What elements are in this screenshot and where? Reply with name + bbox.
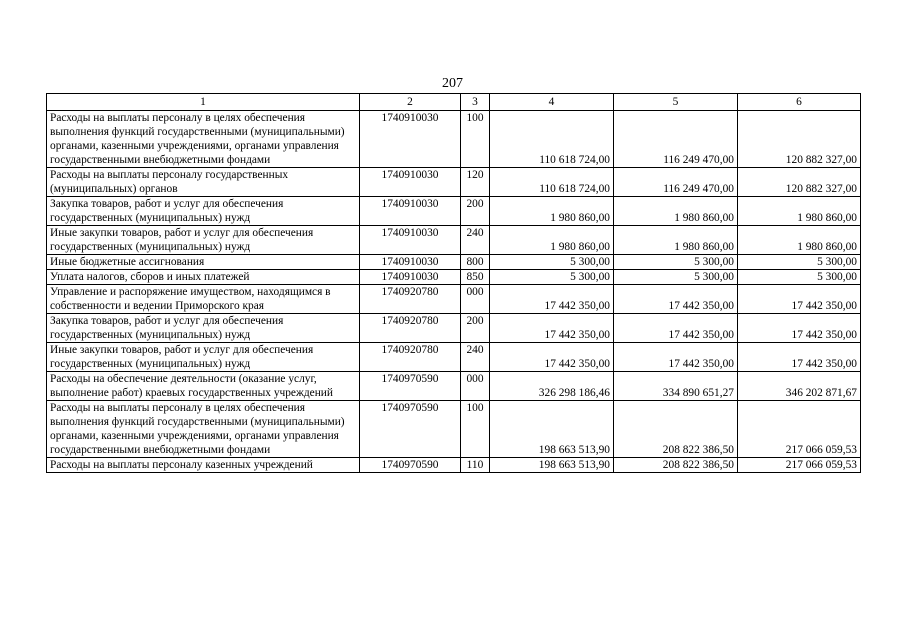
row-year2: 5 300,00 [614,255,738,270]
row-name: Расходы на обеспечение деятельности (оказание услуг, выполнение работ) краевых государственных учреждений [47,372,360,401]
header-row [47,94,861,111]
row-year1: 110 618 724,00 [490,111,614,168]
row-year1: 17 442 350,00 [490,285,614,314]
row-name: Иные бюджетные ассигнования [47,255,360,270]
row-csr: 1740910030 [360,226,461,255]
header-col-3: 3 [461,94,490,111]
row-vr: 000 [461,285,490,314]
table-row [47,197,861,226]
row-year2: 116 249 470,00 [614,168,738,197]
row-name: Иные закупки товаров, работ и услуг для обеспечения государственных (муниципальных) нужд [47,343,360,372]
row-year3: 5 300,00 [738,270,861,285]
row-vr: 850 [461,270,490,285]
row-name: Уплата налогов, сборов и иных платежей [47,270,360,285]
row-vr: 240 [461,226,490,255]
row-year3: 217 066 059,53 [738,458,861,473]
row-name: Закупка товаров, работ и услуг для обеспечения государственных (муниципальных) нужд [47,314,360,343]
header-col-5: 5 [614,94,738,111]
table-row [47,314,861,343]
row-name: Расходы на выплаты персоналу государственных (муниципальных) органов [47,168,360,197]
row-csr: 1740910030 [360,168,461,197]
row-year1: 5 300,00 [490,255,614,270]
table-row [47,285,861,314]
table-row [47,458,861,473]
row-vr: 240 [461,343,490,372]
row-year3: 17 442 350,00 [738,314,861,343]
row-year1: 198 663 513,90 [490,401,614,458]
row-vr: 800 [461,255,490,270]
header-col-2: 2 [360,94,461,111]
row-year1: 17 442 350,00 [490,343,614,372]
row-vr: 120 [461,168,490,197]
table-row [47,226,861,255]
table-row [47,111,861,168]
row-year2: 1 980 860,00 [614,226,738,255]
row-year3: 17 442 350,00 [738,343,861,372]
row-vr: 200 [461,197,490,226]
row-csr: 1740910030 [360,255,461,270]
row-year1: 110 618 724,00 [490,168,614,197]
row-csr: 1740970590 [360,401,461,458]
row-csr: 1740970590 [360,458,461,473]
table-row [47,168,861,197]
row-vr: 100 [461,401,490,458]
row-year1: 198 663 513,90 [490,458,614,473]
row-vr: 200 [461,314,490,343]
row-year3: 17 442 350,00 [738,285,861,314]
row-year1: 326 298 186,46 [490,372,614,401]
table-row [47,255,861,270]
table-row [47,401,861,458]
row-year3: 217 066 059,53 [738,401,861,458]
table-row [47,372,861,401]
row-year3: 1 980 860,00 [738,197,861,226]
row-year1: 17 442 350,00 [490,314,614,343]
row-name: Управление и распоряжение имуществом, находящимся в собственности и ведении Приморского края [47,285,360,314]
header-col-1: 1 [47,94,360,111]
row-year1: 1 980 860,00 [490,226,614,255]
row-name: Закупка товаров, работ и услуг для обеспечения государственных (муниципальных) нужд [47,197,360,226]
row-year2: 1 980 860,00 [614,197,738,226]
page-number: 207 [442,76,463,91]
row-csr: 1740920780 [360,314,461,343]
row-year2: 116 249 470,00 [614,111,738,168]
row-vr: 100 [461,111,490,168]
row-csr: 1740920780 [360,343,461,372]
row-year2: 334 890 651,27 [614,372,738,401]
row-name: Расходы на выплаты персоналу в целях обеспечения выполнения функций государственными (муниципальными) органами, казенными учреждениями, органами управления государственными внебюджетными фондами [47,111,360,168]
table-row [47,270,861,285]
table-row [47,343,861,372]
row-year1: 5 300,00 [490,270,614,285]
row-year2: 208 822 386,50 [614,401,738,458]
row-year2: 17 442 350,00 [614,285,738,314]
row-year3: 1 980 860,00 [738,226,861,255]
row-csr: 1740910030 [360,111,461,168]
row-csr: 1740910030 [360,270,461,285]
row-year2: 17 442 350,00 [614,314,738,343]
row-year3: 120 882 327,00 [738,111,861,168]
row-name: Иные закупки товаров, работ и услуг для обеспечения государственных (муниципальных) нужд [47,226,360,255]
row-csr: 1740910030 [360,197,461,226]
header-col-4: 4 [490,94,614,111]
row-name: Расходы на выплаты персоналу в целях обеспечения выполнения функций государственными (муниципальными) органами, казенными учреждениями, органами управления государственными внебюджетными фондами [47,401,360,458]
budget-table [46,93,861,473]
row-name: Расходы на выплаты персоналу казенных учреждений [47,458,360,473]
row-year3: 5 300,00 [738,255,861,270]
header-col-6: 6 [738,94,861,111]
row-year2: 208 822 386,50 [614,458,738,473]
row-csr: 1740920780 [360,285,461,314]
row-year1: 1 980 860,00 [490,197,614,226]
row-csr: 1740970590 [360,372,461,401]
row-vr: 000 [461,372,490,401]
row-year3: 120 882 327,00 [738,168,861,197]
row-vr: 110 [461,458,490,473]
row-year2: 5 300,00 [614,270,738,285]
row-year3: 346 202 871,67 [738,372,861,401]
row-year2: 17 442 350,00 [614,343,738,372]
